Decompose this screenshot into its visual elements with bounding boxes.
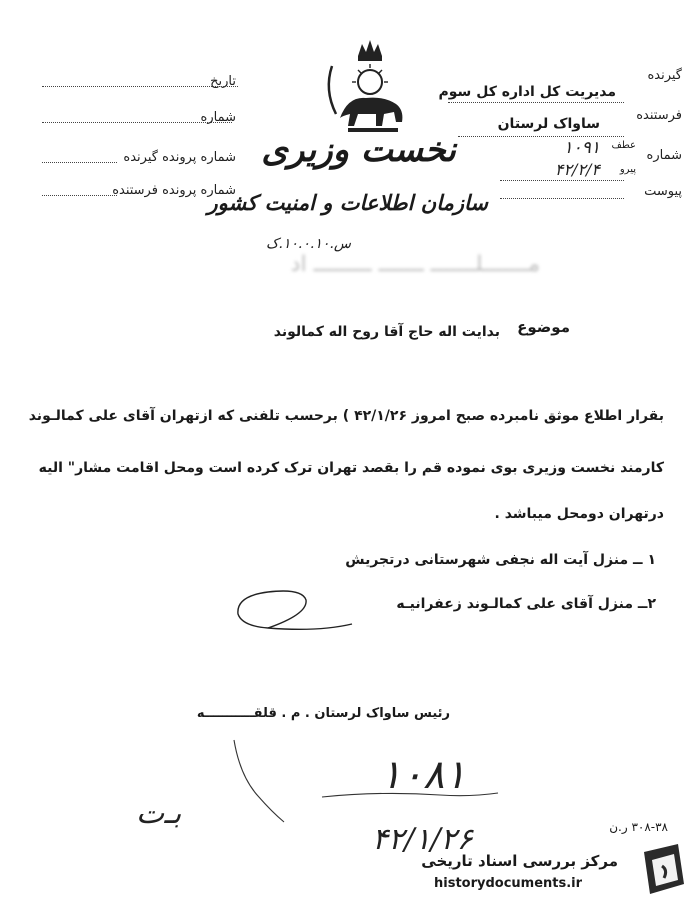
handwritten-initials: بـ‌ت bbox=[136, 796, 182, 831]
body-line-2: کارمند نخست وزیری بوی نموده قم را بقصد تهران ترک کرده است ومحل اقامت مشار" الیه bbox=[38, 460, 664, 476]
archive-url[interactable]: historydocuments.ir bbox=[434, 876, 583, 891]
hand-underline-icon bbox=[320, 788, 500, 802]
recipient-value: مدیریت کل اداره کل سوم bbox=[438, 84, 616, 100]
sender-value: ساواک لرستان bbox=[497, 116, 600, 132]
archive-watermark bbox=[410, 826, 700, 908]
sender-label: فرستنده bbox=[636, 108, 682, 123]
recipient-file-line bbox=[42, 162, 117, 163]
body-line-3: درتهران دومحل میباشد . bbox=[494, 506, 664, 522]
attachment-label: پیوست bbox=[644, 184, 682, 199]
recipient-label: گیرنده bbox=[647, 68, 682, 83]
handwritten-date: ۴۲/۱/۲۶ bbox=[372, 822, 473, 857]
letterhead-code: س.۱۰.۰.۱۰.ک bbox=[266, 236, 352, 252]
number-line-left bbox=[42, 122, 232, 123]
signature-swirl-icon bbox=[228, 584, 358, 634]
subject-label: موضوع bbox=[517, 318, 570, 336]
peyro-label: پیرو bbox=[619, 164, 636, 175]
archive-logo-icon bbox=[638, 840, 694, 900]
sender-line bbox=[458, 136, 624, 137]
signatory-title: رئیس ساواک لرستان . م . قلقـــــــــــه bbox=[196, 706, 450, 721]
archive-name: مرکز بررسی اسناد تاریخی bbox=[421, 852, 618, 870]
sender-file-label: شماره پرونده فرستنده bbox=[112, 183, 236, 198]
hand-stroke-icon bbox=[228, 736, 288, 826]
number-label-left: شماره bbox=[200, 110, 236, 125]
body-item-1: ۱ ــ منزل آیت اله نجفی شهرستانی درتجریش bbox=[345, 552, 656, 568]
number-line-right bbox=[500, 180, 624, 181]
attachment-line bbox=[500, 198, 624, 199]
letterhead-subtitle: سازمان اطلاعات و امنیت کشور bbox=[207, 190, 488, 215]
redacted-line: مـــــــلـــــــ ـــــــ ـــــــــ اد bbox=[290, 252, 540, 277]
atf-label: عطف bbox=[611, 140, 636, 151]
number-label-right: شماره bbox=[646, 148, 682, 163]
date-label: تاریخ bbox=[210, 74, 236, 89]
number-value: ۱۰۹۱ bbox=[563, 138, 600, 158]
recipient-file-label: شماره پرونده گیرنده bbox=[123, 150, 236, 165]
handwritten-number: ۱۰۸۱ bbox=[380, 752, 466, 798]
body-line-1: بقرار اطلاع موثق نامبرده صبح امروز ۴۲/۱/۲۶ ) برحسب تلفنی که ازتهران آقای علی کمالـوند bbox=[28, 408, 664, 424]
subject-text: بدایت اله حاج آقا روح اله کمالوند bbox=[273, 324, 500, 340]
document-code: ۳۰۸-۳۸ ر.ن bbox=[609, 820, 668, 834]
sender-file-line bbox=[42, 195, 117, 196]
date-line bbox=[42, 86, 238, 87]
emblem-lion-sun-icon bbox=[318, 38, 422, 138]
letterhead-title: نخست وزیری bbox=[261, 130, 456, 170]
body-item-2: ۲ــ منزل آقای علی کمالـوند زعفرانیـه bbox=[396, 596, 656, 612]
date-value: ۴۲/۲/۴ bbox=[554, 160, 600, 179]
recipient-line bbox=[448, 102, 624, 103]
